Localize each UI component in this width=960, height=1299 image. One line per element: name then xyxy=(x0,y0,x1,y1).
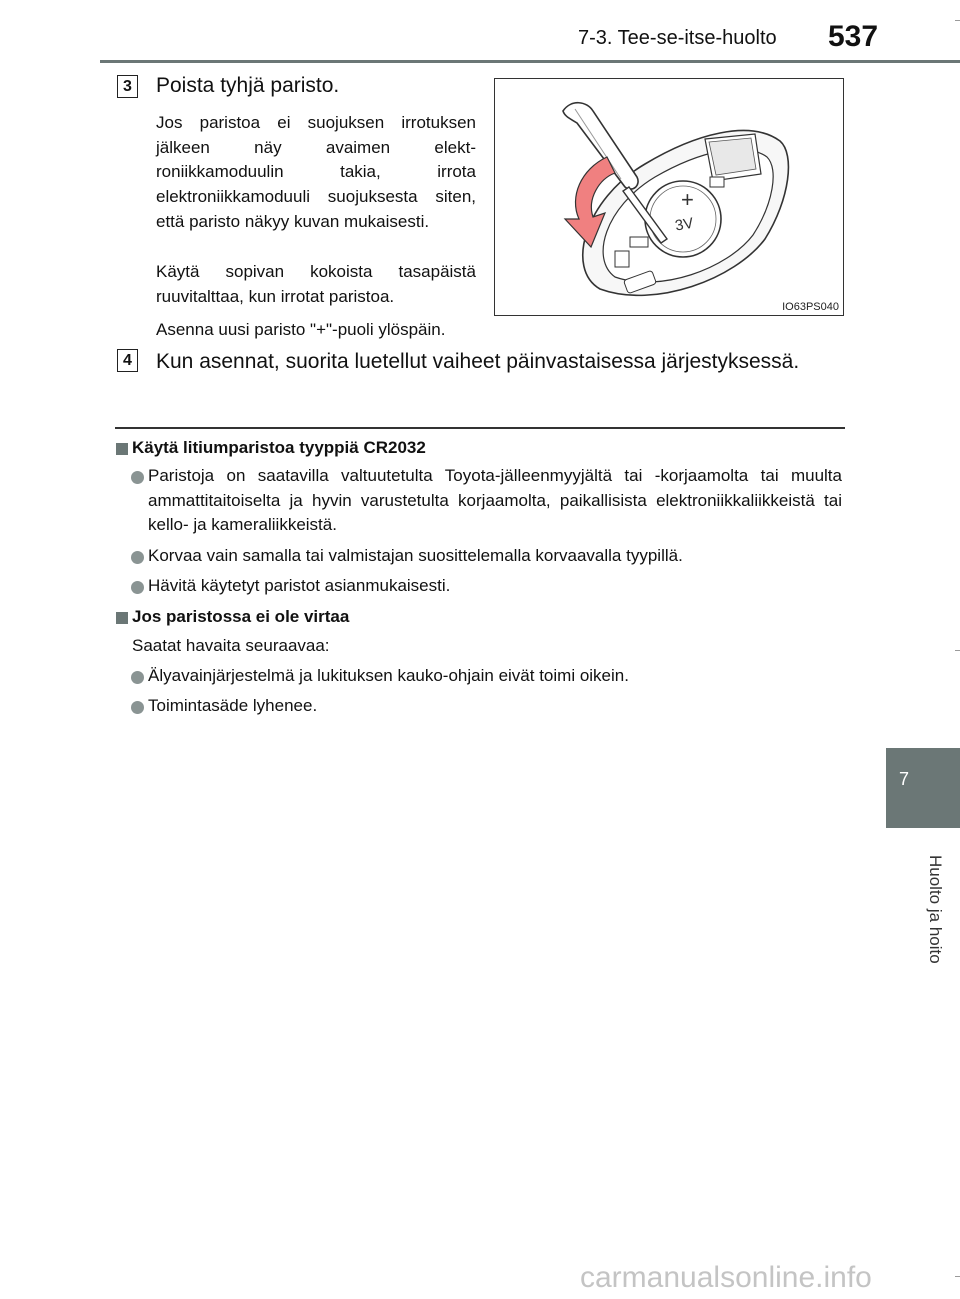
section-title: 7-3. Tee-se-itse-huolto xyxy=(578,27,777,49)
note-intro: Saatat havaita seuraavaa: xyxy=(132,636,330,655)
bullet-icon xyxy=(131,471,144,484)
heading-square-icon xyxy=(116,443,128,455)
watermark: carmanualsonline.info xyxy=(580,1261,872,1294)
battery-voltage-label: 3V xyxy=(673,214,695,235)
key-battery-figure xyxy=(494,78,844,316)
step-3-paragraph: Asenna uusi paristo "+"-puoli ylöspäin. xyxy=(156,320,446,339)
step-number-3: 3 xyxy=(117,75,138,98)
step-3-paragraph: Käytä sopivan kokoista tasapäistä ruuvitalttaa, kun irrotat paristoa. xyxy=(156,262,476,306)
bullet-icon xyxy=(131,701,144,714)
heading-square-icon xyxy=(116,612,128,624)
note-bullet: Hävitä käytetyt paristot asianmukaisesti. xyxy=(148,576,451,595)
key-battery-illustration xyxy=(495,79,843,315)
step-number-4: 4 xyxy=(117,349,138,372)
note-bullet: Älyavainjärjestelmä ja lukituksen kauko-ohjain eivät toimi oikein. xyxy=(148,666,629,685)
chapter-title: Huolto ja hoito xyxy=(926,855,945,964)
step-3-paragraph: Jos paristoa ei suojuksen irrotuksen jälkeen näy avaimen elektroniikkamoduulin takia, irrota elektroniikkamoduuli suojuksesta siten, että paristo näkyy kuvan mukaisesti. xyxy=(156,113,476,231)
section-divider xyxy=(115,427,845,429)
step-4-title: Kun asennat, suorita luetellut vaiheet päinvastaisessa järjestyksessä. xyxy=(156,350,800,373)
step-3-title: Poista tyhjä paristo. xyxy=(156,74,340,97)
chapter-tab xyxy=(886,748,960,828)
bullet-icon xyxy=(131,551,144,564)
note-bullet: Toimintasäde lyhenee. xyxy=(148,696,318,715)
bullet-icon xyxy=(131,671,144,684)
page-number: 537 xyxy=(828,20,879,53)
crop-mark-middle xyxy=(955,650,960,651)
note-heading: Jos paristossa ei ole virtaa xyxy=(132,607,350,626)
figure-code: IO63PS040 xyxy=(782,301,839,313)
crop-mark-top xyxy=(955,20,960,21)
header-rule xyxy=(100,60,960,63)
chapter-number: 7 xyxy=(899,769,910,789)
bullet-icon xyxy=(131,581,144,594)
note-bullet: Paristoja on saatavilla valtuutetulta Toyota-jälleenmyyjältä tai -korjaamolta tai muulta ammattitaitoiselta ja hyvin varustetulta korjaamolta, paikallisista elektroniikkaliikkeistä tai kello- ja kameraliikkeistä. xyxy=(148,466,842,535)
crop-mark-bottom xyxy=(955,1276,960,1277)
note-bullet: Korvaa vain samalla tai valmistajan suosittelemalla korvaavalla tyypillä. xyxy=(148,546,683,565)
note-heading: Käytä litiumparistoa tyyppiä CR2032 xyxy=(132,438,426,457)
battery-plus-label: + xyxy=(681,187,694,212)
